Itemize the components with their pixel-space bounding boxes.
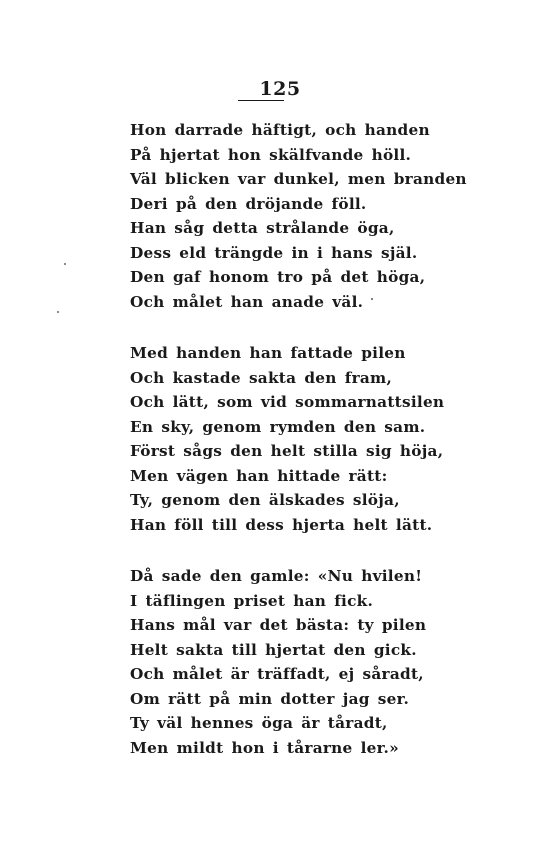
- paper-speck: [64, 263, 66, 265]
- verse-line: En sky, genom rymden den sam.: [130, 417, 426, 436]
- stanza-3: [130, 564, 426, 760]
- verse-line: Han föll till dess hjerta helt lätt.: [130, 515, 433, 534]
- paper-speck: [371, 298, 373, 300]
- verse-line: Och målet är träffadt, ej såradt,: [130, 665, 424, 683]
- verse-line: Deri på den dröjande föll.: [130, 194, 367, 213]
- verse-line: Hon darrade häftigt, och handen: [130, 121, 430, 139]
- verse-line: Då sade den gamle: «Nu hvilen!: [130, 567, 423, 585]
- verse-line: Om rätt på min dotter jag ser.: [130, 689, 410, 708]
- page-number: 125: [259, 78, 301, 100]
- verse-line: I täflingen priset han fick.: [130, 591, 374, 610]
- verse-line: Ty väl hennes öga är tåradt,: [130, 714, 388, 732]
- verse-line: Dess eld trängde in i hans själ.: [130, 243, 418, 262]
- verse-line: Ty, genom den älskades slöja,: [130, 491, 400, 509]
- paper-speck: [57, 311, 59, 313]
- verse-line: Med handen han fattade pilen: [130, 344, 406, 362]
- verse-line: Och målet han anade väl.: [130, 292, 364, 311]
- verse-line: Han såg detta strålande öga,: [130, 219, 395, 237]
- verse-line: Den gaf honom tro på det höga,: [130, 268, 426, 286]
- verse-line: På hjertat hon skälfvande höll.: [130, 145, 412, 164]
- verse-line: Men vägen han hittade rätt:: [130, 466, 388, 485]
- verse-line: Helt sakta till hjertat den gick.: [130, 640, 417, 659]
- page-number-underline: [238, 100, 284, 101]
- verse-line: Hans mål var det bästa: ty pilen: [130, 616, 427, 634]
- verse-line: Och kastade sakta den fram,: [130, 368, 393, 387]
- verse-line: Väl blicken var dunkel, men branden: [130, 170, 467, 188]
- verse-line: Först sågs den helt stilla sig höja,: [130, 442, 444, 460]
- stanza-1: [130, 118, 467, 314]
- verse-line: Och lätt, som vid sommarnattsilen: [130, 393, 445, 411]
- stanza-2: [130, 341, 444, 537]
- verse-line: Men mildt hon i tårarne ler.»: [130, 738, 399, 757]
